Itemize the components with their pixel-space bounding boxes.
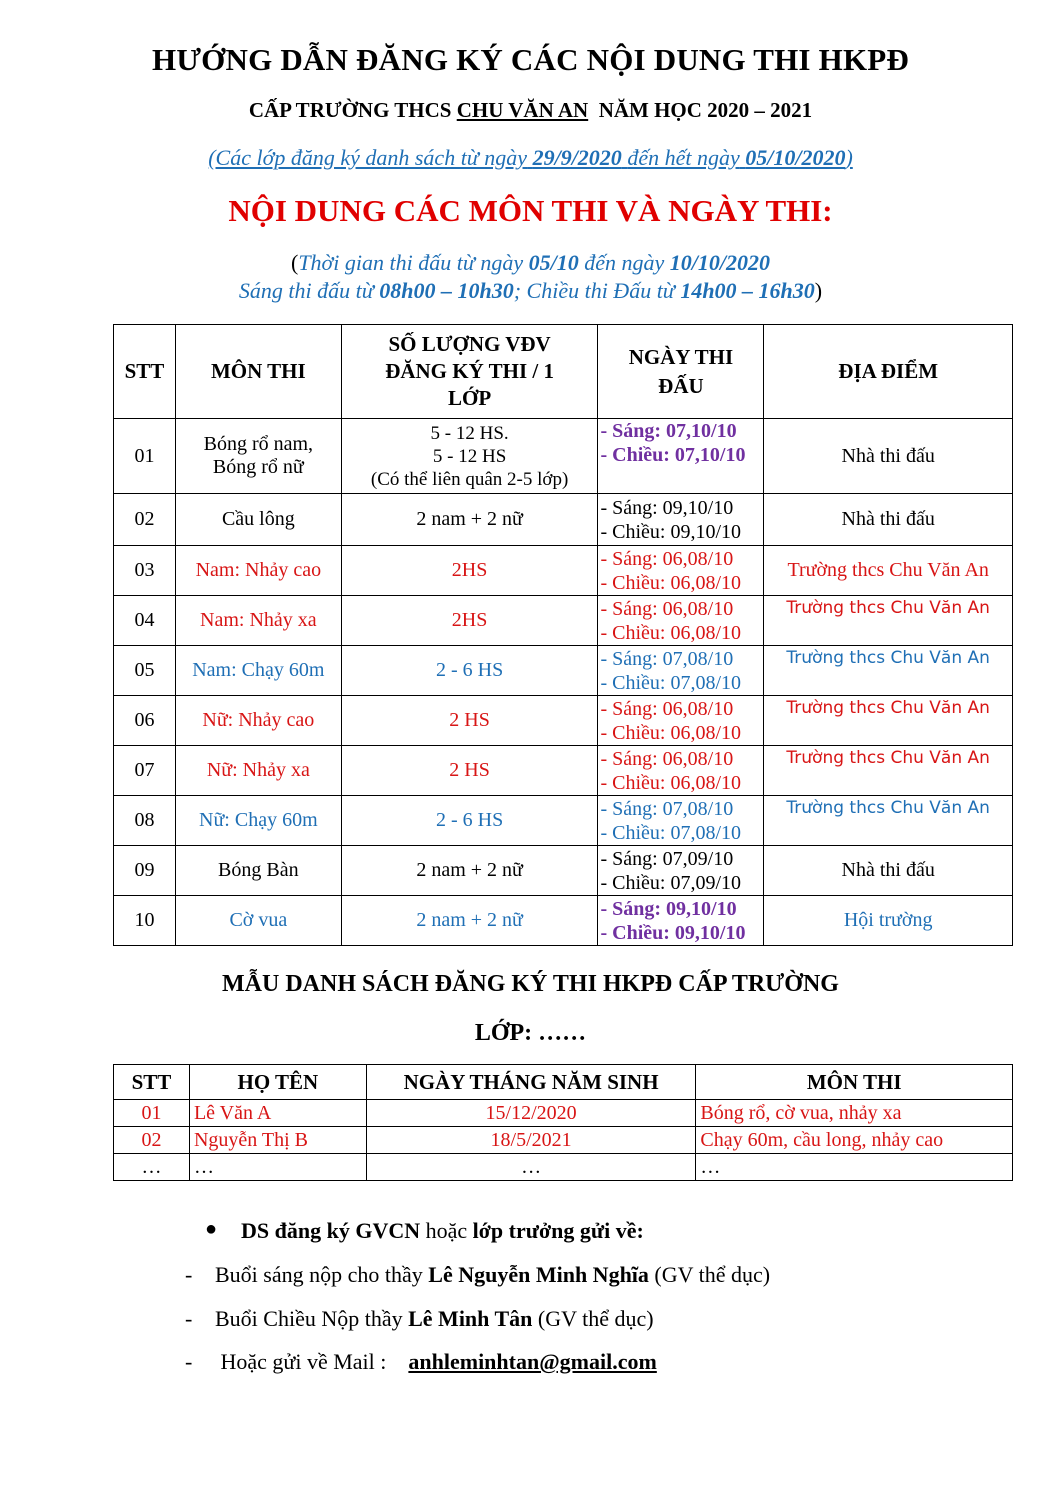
row-place: Trường thcs Chu Văn An: [764, 596, 1013, 646]
row-quantity: 2 HS: [341, 696, 598, 746]
row-subject: Cầu lông: [175, 494, 341, 546]
date-afternoon: - Chiều: 07,08/10: [600, 821, 742, 844]
row-place: Trường thcs Chu Văn An: [764, 646, 1013, 696]
class-label: LỚP: ……: [474, 1020, 587, 1046]
reg-note-to: 05/10/2020: [745, 145, 846, 170]
date-morning: - Sáng: 09,10/10: [600, 496, 734, 519]
row-date: [598, 494, 764, 546]
instruction-afternoon: [185, 1306, 654, 1332]
afternoon-prefix: Buổi Chiều Nộp thầy: [215, 1306, 403, 1331]
date-afternoon: - Chiều: 07,10/10: [600, 444, 746, 466]
row-subject: Nữ: Chạy 60m: [175, 796, 341, 846]
date-afternoon: - Chiều: 07,09/10: [600, 871, 742, 894]
table-row: [114, 1127, 1013, 1154]
date-morning: - Sáng: 07,09/10: [600, 847, 734, 870]
table-row: [114, 746, 1013, 796]
morning-teacher: Lê Nguyễn Minh Nghĩa: [428, 1262, 649, 1287]
roster-header-dob: NGÀY THÁNG NĂM SINH: [366, 1065, 696, 1100]
row-subject: Bóng Bàn: [175, 846, 341, 896]
bullet-normal: hoặc: [425, 1218, 468, 1243]
roster-name: Lê Văn A: [189, 1100, 366, 1127]
table-row: [114, 546, 1013, 596]
row-stt: 09: [114, 846, 176, 896]
timing-open-paren: (: [290, 250, 299, 275]
date-afternoon: - Chiều: 07,08/10: [600, 671, 742, 694]
date-morning: - Sáng: 09,10/10: [600, 897, 737, 920]
afternoon-hours: 14h00 – 16h30: [680, 278, 815, 303]
subject-line: Bóng rổ nam,: [203, 433, 314, 455]
header-date: NGÀY THI ĐẤU: [598, 325, 764, 419]
row-date: [598, 846, 764, 896]
school-name: CHU VĂN AN: [456, 98, 589, 122]
row-date: [598, 419, 764, 494]
roster-title: MẪU DANH SÁCH ĐĂNG KÝ THI HKPĐ CẤP TRƯỜNG: [222, 971, 839, 997]
subtitle-prefix: CẤP TRƯỜNG THCS: [248, 98, 452, 122]
row-quantity: 2 nam + 2 nữ: [341, 896, 598, 946]
date-morning: - Sáng: 06,08/10: [600, 597, 734, 620]
roster-dob: 18/5/2021: [366, 1127, 696, 1154]
table-row: [114, 896, 1013, 946]
row-quantity: 2 nam + 2 nữ: [341, 846, 598, 896]
date-afternoon: - Chiều: 06,08/10: [600, 571, 742, 594]
mail-prefix: Hoặc gửi về Mail :: [220, 1349, 387, 1374]
row-date: [598, 546, 764, 596]
section-title: NỘI DUNG CÁC MÔN THI VÀ NGÀY THI:: [228, 193, 833, 228]
row-subject: Nam: Nhảy xa: [175, 596, 341, 646]
instruction-morning: [185, 1262, 771, 1288]
row-place: Nhà thi đấu: [764, 494, 1013, 546]
row-stt: 07: [114, 746, 176, 796]
timing-dates-mid: đến ngày: [584, 250, 665, 275]
row-quantity: 2 - 6 HS: [341, 646, 598, 696]
schedule-header-row: [114, 325, 1013, 419]
date-afternoon: - Chiều: 09,10/10: [600, 921, 746, 944]
row-stt: 03: [114, 546, 176, 596]
row-subject: Nữ: Nhảy cao: [175, 696, 341, 746]
roster-name: …: [189, 1154, 366, 1181]
row-date: [598, 896, 764, 946]
roster-dob: 15/12/2020: [366, 1100, 696, 1127]
roster-subjects: …: [696, 1154, 1013, 1181]
row-subject: [175, 419, 341, 494]
date-afternoon: - Chiều: 09,10/10: [600, 520, 742, 543]
quantity-line: 5 - 12 HS.: [430, 422, 509, 444]
row-place: Trường thcs Chu Văn An: [764, 696, 1013, 746]
date-afternoon: - Chiều: 06,08/10: [600, 721, 742, 744]
timing-dates: [0, 250, 1061, 276]
date-afternoon: - Chiều: 06,08/10: [600, 621, 742, 644]
table-row: [114, 646, 1013, 696]
header-subject: MÔN THI: [175, 325, 341, 419]
morning-hours: 08h00 – 10h30: [379, 278, 514, 303]
roster-header-subjects: MÔN THI: [696, 1065, 1013, 1100]
row-place: Nhà thi đấu: [764, 419, 1013, 494]
roster-stt: 01: [114, 1100, 190, 1127]
row-stt: 01: [114, 419, 176, 494]
reg-note-from: 29/9/2020: [532, 145, 622, 170]
timing-hours-prefix: Sáng thi đấu từ: [238, 278, 374, 303]
row-quantity: [341, 419, 598, 494]
instruction-bullet: [207, 1218, 644, 1244]
table-row: [114, 1100, 1013, 1127]
registration-note: [0, 145, 1061, 171]
header-quantity: SỐ LƯỢNG VĐV ĐĂNG KÝ THI / 1 LỚP: [341, 325, 598, 419]
date-morning: - Sáng: 06,08/10: [600, 547, 734, 570]
row-quantity: 2 HS: [341, 746, 598, 796]
date-morning: - Sáng: 07,08/10: [600, 797, 734, 820]
date-morning: - Sáng: 07,10/10: [600, 420, 737, 442]
row-quantity: 2HS: [341, 596, 598, 646]
row-stt: 02: [114, 494, 176, 546]
row-place: Trường thcs Chu Văn An: [764, 746, 1013, 796]
afternoon-suffix: (GV thể dục): [537, 1306, 654, 1331]
morning-suffix: (GV thể dục): [654, 1262, 771, 1287]
dash-marker: -: [185, 1306, 193, 1331]
roster-subjects: Bóng rổ, cờ vua, nhảy xa: [696, 1100, 1013, 1127]
timing-from: 05/10: [528, 250, 579, 275]
quantity-line: (Có thể liên quân 2-5 lớp): [370, 468, 569, 490]
reg-note-prefix: (Các lớp đăng ký danh sách từ ngày: [208, 145, 528, 170]
row-subject: Nữ: Nhảy xa: [175, 746, 341, 796]
row-quantity: 2HS: [341, 546, 598, 596]
timing-close-paren: ): [814, 278, 823, 303]
roster-table: [113, 1064, 1013, 1181]
reg-note-mid: đến hết ngày: [627, 145, 740, 170]
dash-marker: -: [185, 1349, 193, 1374]
table-row: [114, 1154, 1013, 1181]
timing-to: 10/10/2020: [669, 250, 771, 275]
header-stt: STT: [114, 325, 176, 419]
row-date: [598, 696, 764, 746]
date-afternoon: - Chiều: 06,08/10: [600, 771, 742, 794]
reg-note-close: ): [845, 145, 853, 170]
row-stt: 04: [114, 596, 176, 646]
dash-marker: -: [185, 1262, 193, 1287]
row-date: [598, 796, 764, 846]
table-row: [114, 596, 1013, 646]
quantity-line: 5 - 12 HS: [432, 445, 507, 467]
row-place: Nhà thi đấu: [764, 846, 1013, 896]
email-link[interactable]: anhleminhtan@gmail.com: [408, 1349, 657, 1374]
morning-prefix: Buổi sáng nộp cho thầy: [215, 1262, 423, 1287]
row-subject: Cờ vua: [175, 896, 341, 946]
table-row: [114, 696, 1013, 746]
row-stt: 06: [114, 696, 176, 746]
table-row: [114, 796, 1013, 846]
bullet-bold-2: lớp trưởng gửi về:: [472, 1218, 644, 1243]
row-quantity: 2 nam + 2 nữ: [341, 494, 598, 546]
row-subject: Nam: Nhảy cao: [175, 546, 341, 596]
timing-dates-prefix: Thời gian thi đấu từ ngày: [298, 250, 524, 275]
row-date: [598, 646, 764, 696]
header-place: ĐỊA ĐIỂM: [764, 325, 1013, 419]
date-morning: - Sáng: 06,08/10: [600, 697, 734, 720]
row-stt: 10: [114, 896, 176, 946]
instruction-mail: [185, 1349, 657, 1375]
table-row: [114, 846, 1013, 896]
roster-dob: …: [366, 1154, 696, 1181]
row-stt: 08: [114, 796, 176, 846]
table-row: [114, 494, 1013, 546]
subject-line: Bóng rổ nữ: [212, 456, 304, 478]
row-date: [598, 746, 764, 796]
row-place: Hội trường: [764, 896, 1013, 946]
bullet-icon: ●: [205, 1218, 218, 1240]
date-morning: - Sáng: 07,08/10: [600, 647, 734, 670]
row-place: Trường thcs Chu Văn An: [764, 546, 1013, 596]
schedule-table: [113, 324, 1013, 946]
row-place: Trường thcs Chu Văn An: [764, 796, 1013, 846]
roster-stt: 02: [114, 1127, 190, 1154]
roster-header-row: [114, 1065, 1013, 1100]
timing-hours: [0, 278, 1061, 304]
subtitle: [0, 98, 1061, 123]
row-stt: 05: [114, 646, 176, 696]
roster-subjects: Chạy 60m, cầu long, nhảy cao: [696, 1127, 1013, 1154]
bullet-bold-1: DS đăng ký GVCN: [241, 1218, 421, 1243]
afternoon-teacher: Lê Minh Tân: [408, 1306, 533, 1331]
row-date: [598, 596, 764, 646]
roster-name: Nguyễn Thị B: [189, 1127, 366, 1154]
timing-hours-mid: ; Chiều thi Đấu từ: [513, 278, 675, 303]
date-morning: - Sáng: 06,08/10: [600, 747, 734, 770]
page-title: HƯỚNG DẪN ĐĂNG KÝ CÁC NỘI DUNG THI HKPĐ: [152, 42, 909, 77]
school-year: NĂM HỌC 2020 – 2021: [598, 98, 813, 122]
table-row: [114, 419, 1013, 494]
row-subject: Nam: Chạy 60m: [175, 646, 341, 696]
roster-stt: …: [114, 1154, 190, 1181]
roster-header-stt: STT: [114, 1065, 190, 1100]
row-quantity: 2 - 6 HS: [341, 796, 598, 846]
roster-header-name: HỌ TÊN: [189, 1065, 366, 1100]
